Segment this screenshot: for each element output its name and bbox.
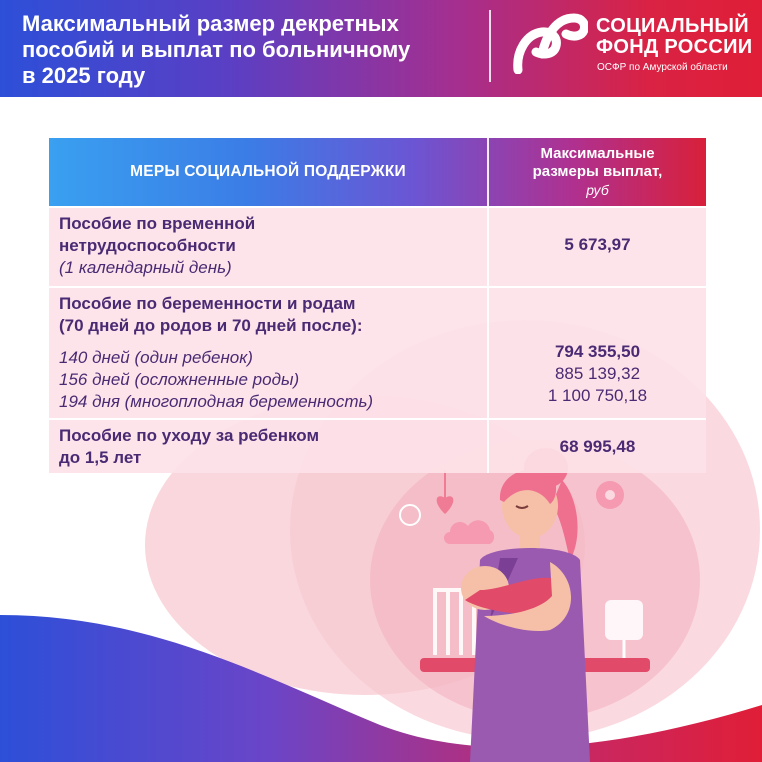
row-value: 5 673,97 [564,235,631,254]
logo-subtitle: ОСФР по Амурской области [597,62,728,73]
table-row [49,288,706,418]
row-sub-item: 194 дня (многоплодная беременность) [59,392,374,411]
row-value-cell [489,341,706,407]
row-value: 68 995,48 [559,437,636,456]
row-title-cell [59,213,479,279]
column-header-amounts-line1: Максимальные [540,145,655,162]
row-title-line: нетрудоспособности [59,236,236,255]
logo-text-line2: ФОНД РОССИИ [596,36,753,58]
row-sub-item: 140 дней (один ребенок) [59,348,253,367]
row-value: 885 139,32 [554,364,641,383]
row-value: 1 100 750,18 [547,386,648,405]
column-header-measures: МЕРЫ СОЦИАЛЬНОЙ ПОДДЕРЖКИ [130,163,406,180]
column-divider [487,138,489,473]
column-header-amounts-line2: размеры выплат, [532,163,663,180]
row-title-line: до 1,5 лет [59,448,142,467]
sfr-logo-icon [512,12,588,74]
row-title-line: Пособие по беременности и родам [59,294,356,313]
table-row [49,208,706,286]
page-title: Максимальный размер декретных пособий и выплат по больничному в 2025 году [22,11,411,88]
row-value: 794 355,50 [554,342,641,361]
table-header [49,138,706,206]
support-measures-table [49,138,706,473]
row-value-cell [489,436,706,458]
header-divider [489,10,491,82]
row-sub-item: 156 дней (осложненные роды) [59,370,300,389]
logo-text-line1: СОЦИАЛЬНЫЙ [596,15,749,37]
row-note: (1 календарный день) [59,258,232,277]
row-title-line: Пособие по уходу за ребенком [59,426,320,445]
row-title-cell [59,293,479,413]
column-header-unit: руб [586,182,609,198]
header-banner [0,0,762,97]
row-value-cell [489,234,706,256]
table-row [49,420,706,473]
row-title-line: (70 дней до родов и 70 дней после): [59,316,363,335]
row-title-cell [59,425,479,469]
column-header-amounts [489,138,706,206]
row-title-line: Пособие по временной [59,214,256,233]
mother-with-baby-illustration [380,440,680,762]
